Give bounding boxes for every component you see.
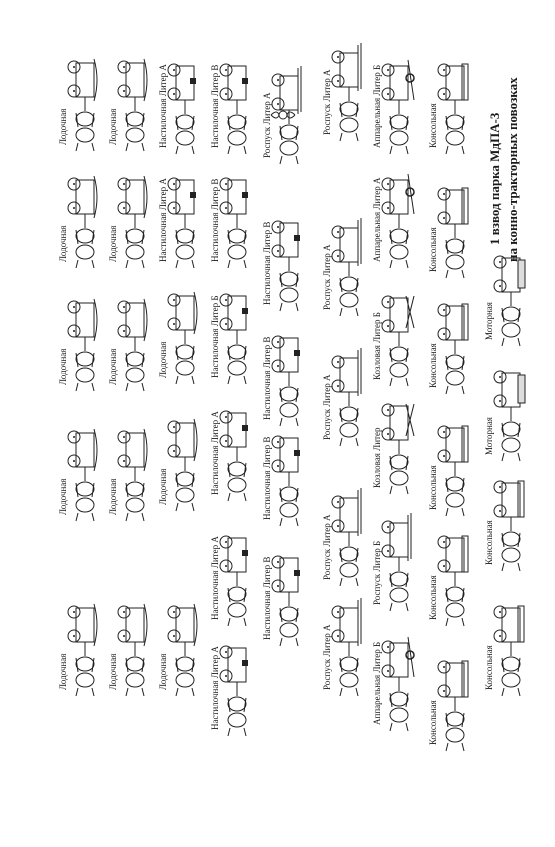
wagon-drawing: [168, 56, 202, 156]
wagon-label: Консольная: [428, 343, 438, 388]
wagon-label: Лодочная: [58, 108, 68, 145]
wagon-label: Лодочная: [108, 225, 118, 262]
wagon-drawing: [220, 638, 254, 738]
wagon-label: Консольная: [428, 700, 438, 745]
wagon-label: Моторная: [484, 302, 494, 340]
wagon-drawing: [382, 513, 416, 613]
wagon-drawing: [220, 286, 254, 386]
wagon-label: Консольная: [428, 465, 438, 510]
wagon-drawing: [68, 53, 102, 153]
wagon-drawing: [272, 428, 306, 528]
wagon-drawing: [494, 473, 528, 573]
wagon-drawing: [438, 56, 472, 156]
wagon-label: Настилочная Литер А: [158, 64, 168, 148]
wagon-label: Настилочная Литер В: [210, 64, 220, 148]
wagon-label: Лодочная: [108, 348, 118, 385]
wagon-label: Настилочная Литер А: [158, 178, 168, 262]
wagon-drawing: [494, 598, 528, 698]
wagon-label: Моторная: [484, 417, 494, 455]
wagon-label: Настилочная Литер В: [262, 556, 272, 640]
wagon-label: Лодочная: [158, 653, 168, 690]
wagon-label: Лодочная: [108, 478, 118, 515]
wagon-label: Настилочная Литер А: [210, 536, 220, 620]
wagon-label: Лодочная: [58, 478, 68, 515]
wagon-label: Настилочная Литер Б: [210, 295, 220, 378]
emblem-icon: [268, 105, 298, 125]
wagon-drawing: [272, 328, 306, 428]
wagon-drawing: [220, 170, 254, 270]
wagon-label: Лодочная: [108, 653, 118, 690]
wagon-drawing: [332, 598, 366, 698]
wagon-label: Аппарельная Литер Б: [372, 64, 382, 148]
wagon-label: Настилочная Литер В: [262, 336, 272, 420]
wagon-drawing: [68, 293, 102, 393]
wagon-drawing: [438, 418, 472, 518]
wagon-drawing: [382, 396, 416, 496]
wagon-drawing: [438, 180, 472, 280]
wagon-drawing: [118, 170, 152, 270]
wagon-label: Консольная: [428, 575, 438, 620]
wagon-drawing: [220, 528, 254, 628]
wagon-drawing: [118, 423, 152, 523]
wagon-label: Настилочная Литер В: [262, 436, 272, 520]
wagon-drawing: [332, 43, 366, 143]
wagon-label: Аппарельная Литер А: [372, 177, 382, 262]
wagon-label: Лодочная: [58, 653, 68, 690]
wagon-label: Настилочная Литер А: [210, 411, 220, 495]
wagon-drawing: [438, 653, 472, 753]
wagon-drawing: [438, 528, 472, 628]
wagon-label: Консольная: [428, 227, 438, 272]
wagon-drawing: [272, 213, 306, 313]
wagon-drawing: [118, 53, 152, 153]
wagon-drawing: [168, 170, 202, 270]
sheet-title-line1: 1 взвод парка МдПА-3: [487, 112, 502, 245]
wagon-label: Лодочная: [58, 225, 68, 262]
wagon-drawing: [168, 413, 202, 513]
wagon-label: Консольная: [428, 103, 438, 148]
wagon-drawing: [438, 296, 472, 396]
wagon-drawing: [220, 56, 254, 156]
wagon-label: Роспуск Литер А: [262, 92, 272, 158]
wagon-label: Настилочная Литер А: [210, 646, 220, 730]
wagon-label: Настилочная Литер В: [262, 221, 272, 305]
wagon-drawing: [272, 548, 306, 648]
wagon-label: Лодочная: [158, 341, 168, 378]
wagon-drawing: [382, 170, 416, 270]
wagon-drawing: [332, 218, 366, 318]
wagon-label: Козловая Литер Б: [372, 312, 382, 380]
wagon-drawing: [68, 170, 102, 270]
wagon-label: Консольная: [484, 520, 494, 565]
wagon-drawing: [168, 598, 202, 698]
wagon-drawing: [382, 633, 416, 733]
wagon-label: Роспуск Литер Б: [372, 540, 382, 605]
wagon-label: Роспуск Литер А: [322, 69, 332, 135]
wagon-drawing: [332, 348, 366, 448]
wagon-drawing: [118, 598, 152, 698]
wagon-drawing: [382, 288, 416, 388]
sheet-title-line2: на конно-тракторных повозках: [505, 77, 520, 262]
wagon-drawing: [68, 423, 102, 523]
wagon-label: Роспуск Литер А: [322, 374, 332, 440]
wagon-drawing: [382, 56, 416, 156]
wagon-drawing: [168, 286, 202, 386]
wagon-label: Роспуск Литер А: [322, 514, 332, 580]
wagon-label: Роспуск Литер А: [322, 624, 332, 690]
wagon-label: Лодочная: [158, 468, 168, 505]
wagon-drawing: [68, 598, 102, 698]
wagon-label: Аппарельная Литер Б: [372, 641, 382, 725]
wagon-label: Роспуск Литер А: [322, 244, 332, 310]
wagon-label: Козловая Литер: [372, 427, 382, 488]
wagon-drawing: [494, 363, 528, 463]
wagon-label: Настилочная Литер В: [210, 178, 220, 262]
wagon-drawing: [494, 248, 528, 348]
wagon-drawing: [332, 488, 366, 588]
wagon-label: Консольная: [484, 645, 494, 690]
wagon-label: Лодочная: [108, 108, 118, 145]
wagon-label: Лодочная: [58, 348, 68, 385]
wagon-drawing: [220, 403, 254, 503]
wagon-drawing: [118, 293, 152, 393]
